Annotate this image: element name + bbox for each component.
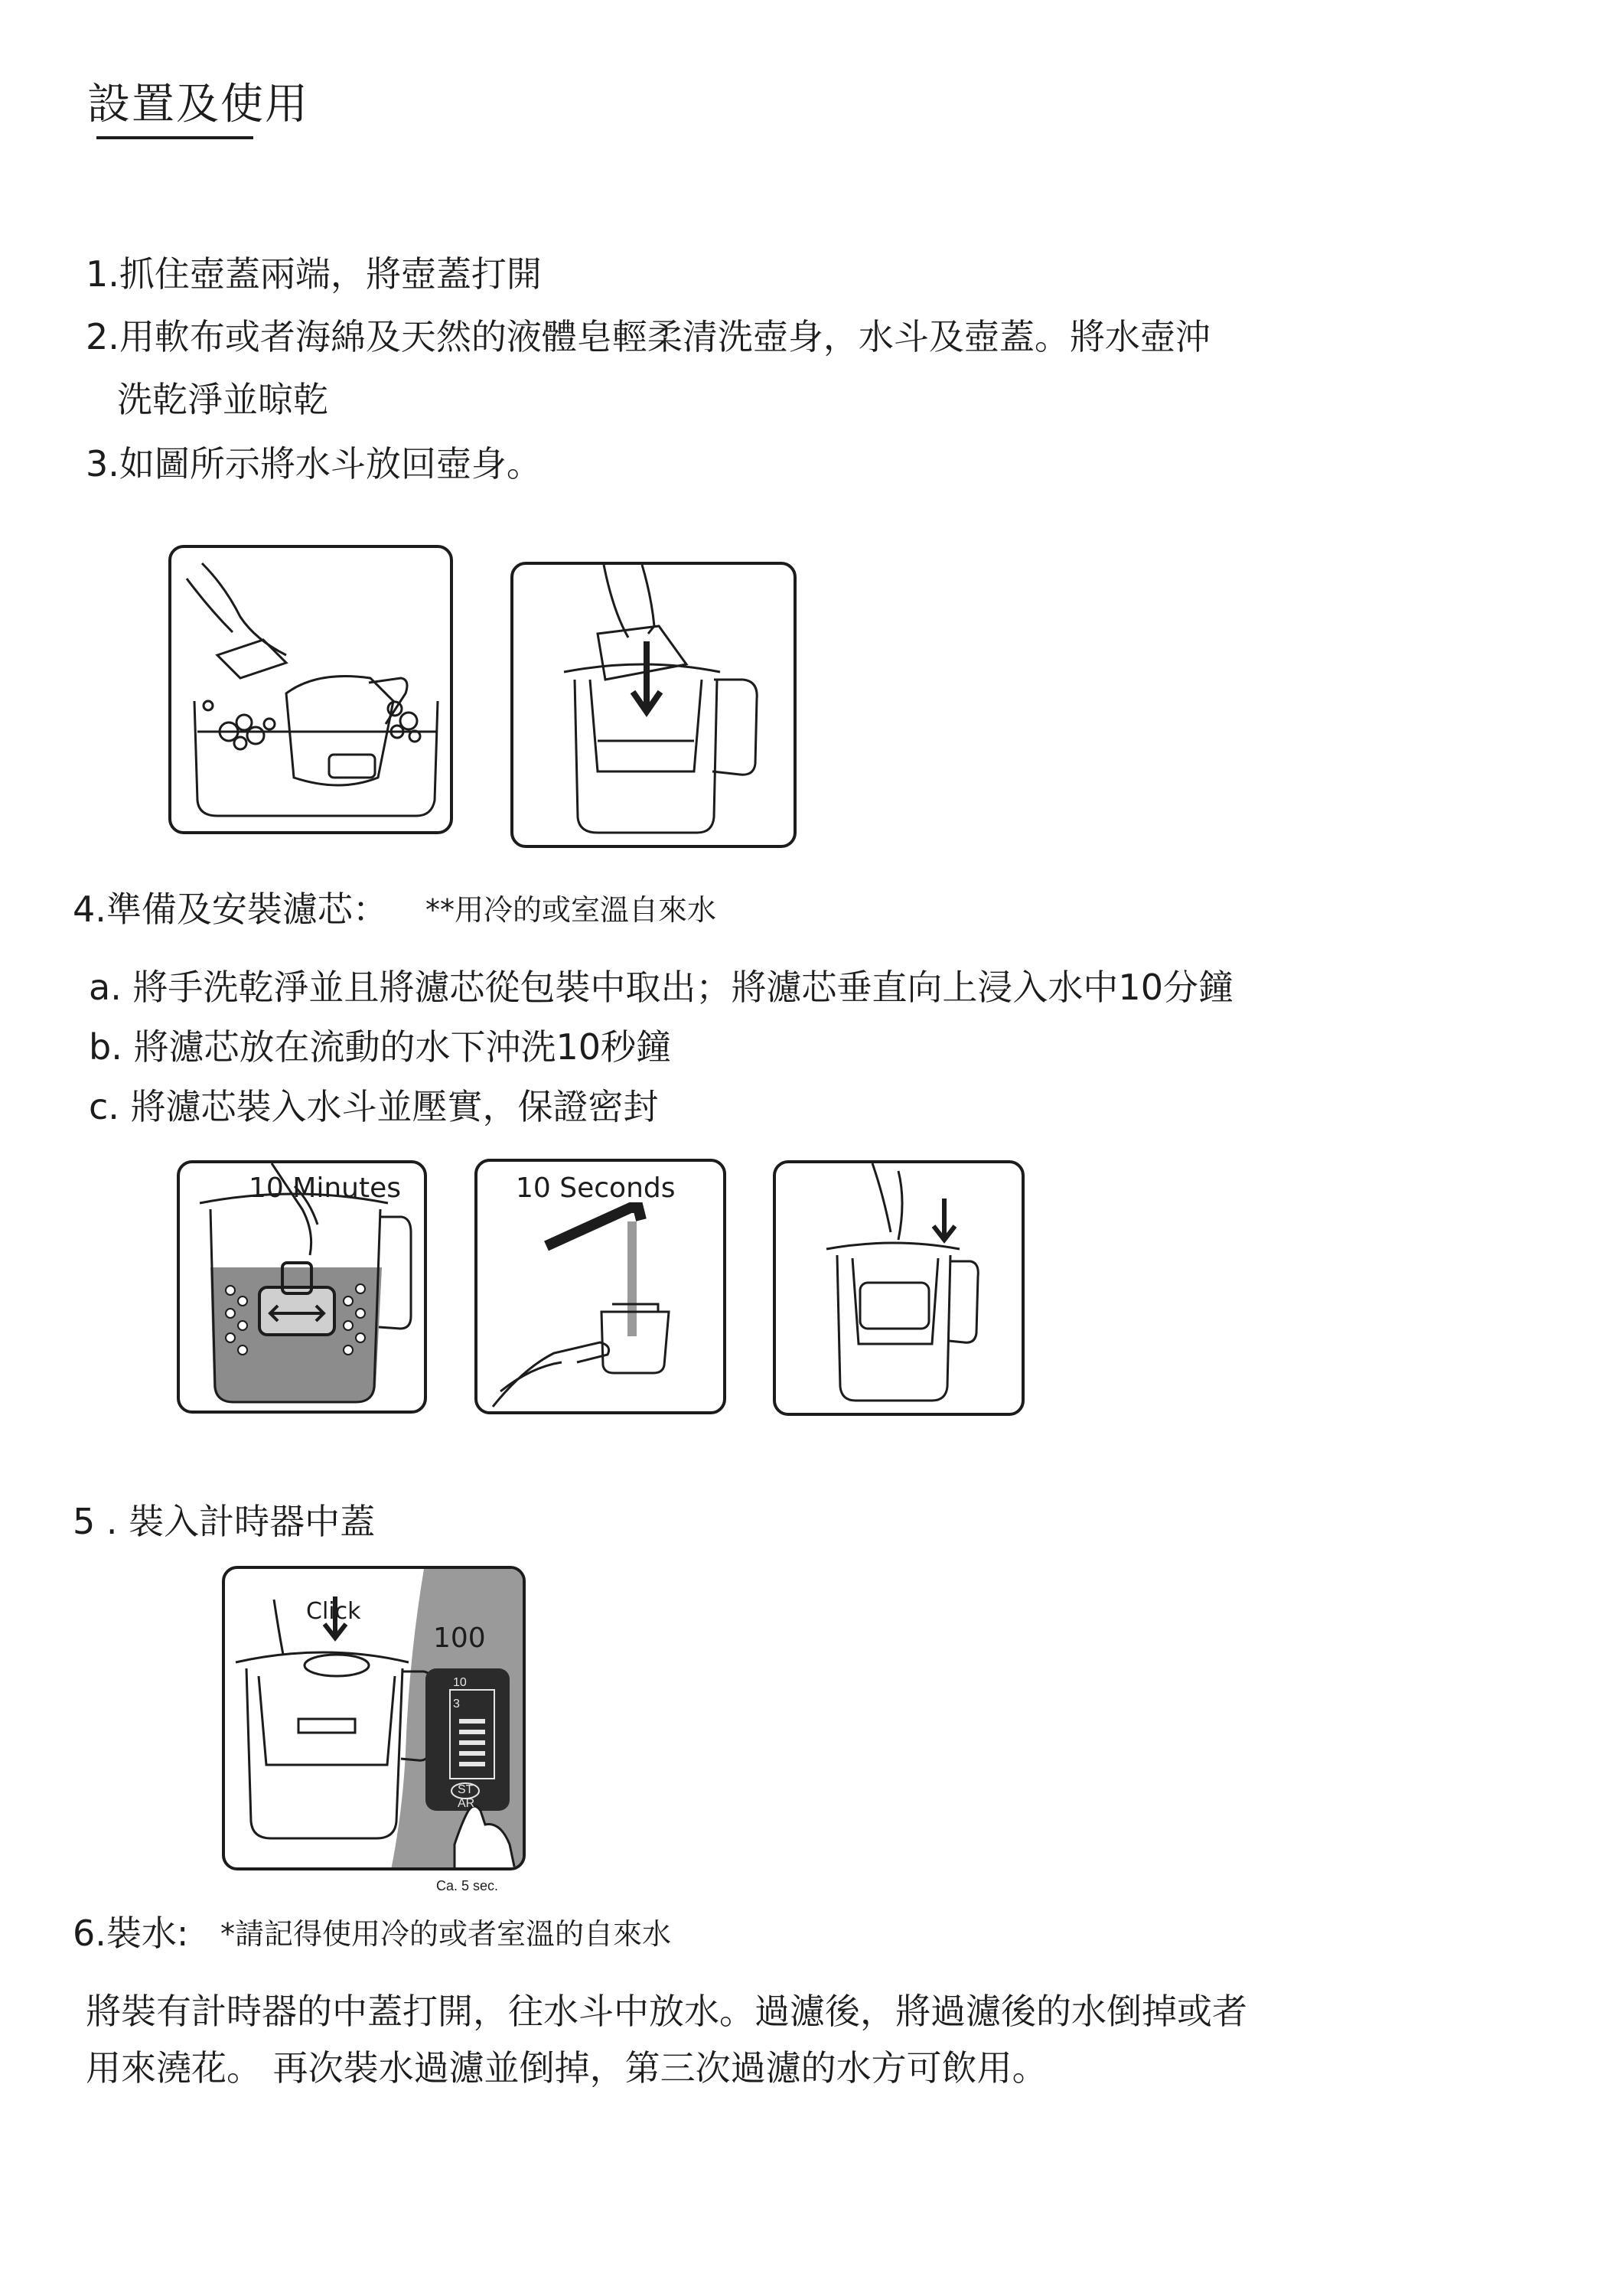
step-4-note: **用冷的或室溫自來水	[425, 893, 717, 927]
step-6-body-line-1: 將裝有計時器的中蓋打開，往水斗中放水。過濾後，將過濾後的水倒掉或者	[86, 1991, 1247, 2032]
step-1-text: 1.抓住壺蓋兩端，將壺蓋打開	[86, 253, 542, 295]
step-2-text-cont: 洗乾淨並晾乾	[117, 379, 328, 420]
step-6-heading: 6.裝水:	[73, 1913, 189, 1954]
install-filter-illustration	[773, 1160, 1025, 1416]
step-4b-text: b. 將濾芯放在流動的水下沖洗10秒鐘	[89, 1026, 671, 1068]
lcd-top-value: 10	[453, 1676, 467, 1689]
soak-time-label: 10 Minutes	[249, 1172, 401, 1204]
step-3-text: 3.如圖所示將水斗放回壺身。	[86, 443, 542, 484]
click-label: Click	[306, 1598, 361, 1625]
rinse-filter-illustration	[474, 1159, 726, 1414]
step-5-heading: 5 . 裝入計時器中蓋	[73, 1501, 376, 1542]
insert-funnel-illustration	[510, 562, 797, 848]
press-duration-caption: Ca. 5 sec.	[436, 1878, 499, 1893]
step-4a-text: a. 將手洗乾淨並且將濾芯從包裝中取出；將濾芯垂直向上浸入水中10分鐘	[89, 967, 1234, 1008]
timer-value: 100	[433, 1623, 486, 1654]
title-underline	[96, 136, 253, 139]
step-4c-text: c. 將濾芯裝入水斗並壓實，保證密封	[89, 1086, 659, 1127]
lcd-row-value: 3	[453, 1698, 460, 1711]
wash-illustration	[168, 545, 453, 834]
step-2-text: 2.用軟布或者海綿及天然的液體皂輕柔清洗壺身，水斗及壺蓋。將水壺沖	[86, 316, 1211, 357]
page-title: 設置及使用	[87, 80, 309, 129]
soak-filter-illustration	[177, 1160, 427, 1414]
step-6-note: *請記得使用冷的或者室溫的自來水	[220, 1917, 672, 1951]
timer-lid-illustration	[222, 1566, 526, 1870]
step-4-heading: 4.準備及安裝濾芯：	[73, 889, 388, 930]
start-label-line-1: ST	[458, 1783, 474, 1796]
start-label-line-2: AR	[458, 1797, 475, 1810]
step-6-body-line-2: 用來澆花。 再次裝水過濾並倒掉，第三次過濾的水方可飲用。	[86, 2047, 1048, 2089]
rinse-time-label: 10 Seconds	[516, 1172, 676, 1204]
